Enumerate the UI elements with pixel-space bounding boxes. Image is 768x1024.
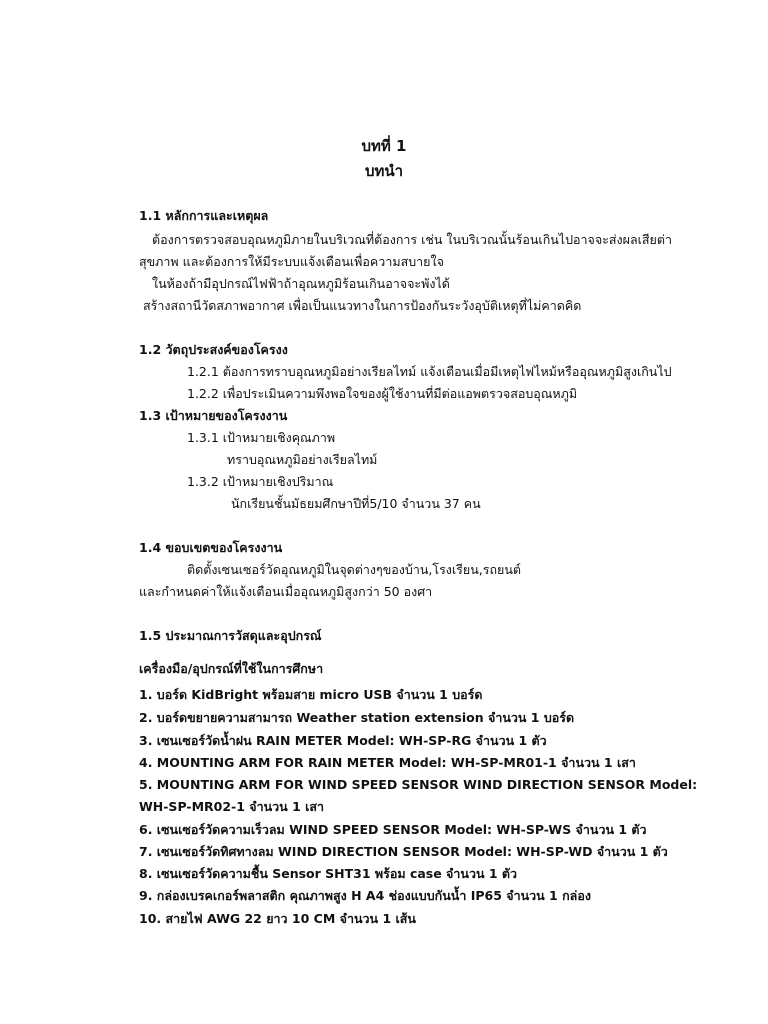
section-1-2-heading: 1.2 วัตถุประสงค์ของโครงง bbox=[139, 342, 288, 357]
equipment-item: 7. เซนเซอร์วัดทิศทางลม WIND DIRECTION SENSOR Model: WH-SP-WD จำนวน 1 ตัว bbox=[139, 844, 668, 859]
section-1-2-item: 1.2.2 เพื่อประเมินความพึงพอใจของผู้ใช้งานที่มีต่อแอพตรวจสอบอุณหภูมิ bbox=[187, 386, 578, 401]
equipment-item: 8. เซนเซอร์วัดความชื้น Sensor SHT31 พร้อม case จำนวน 1 ตัว bbox=[139, 866, 518, 881]
chapter-title: บทนำ bbox=[364, 162, 404, 180]
section-1-1-line: สร้างสถานีวัดสภาพอากาศ เพื่อเป็นแนวทางในการป้องกันระวังอุบัติเหตุที่ไม่คาดคิด bbox=[143, 298, 582, 313]
equipment-item: 2. บอร์ดขยายความสามารถ Weather station extension จำนวน 1 บอร์ด bbox=[139, 710, 575, 725]
equipment-item: 5. MOUNTING ARM FOR WIND SPEED SENSOR WIND DIRECTION SENSOR Model: bbox=[139, 777, 698, 792]
section-1-1-heading: 1.1 หลักการและเหตุผล bbox=[139, 208, 269, 223]
equipment-item: 1. บอร์ด KidBright พร้อมสาย micro USB จำนวน 1 บอร์ด bbox=[139, 687, 483, 702]
chapter-number: บทที่ 1 bbox=[361, 137, 407, 155]
section-1-3-1-title: 1.3.1 เป้าหมายเชิงคุณภาพ bbox=[187, 430, 336, 445]
section-1-4-heading: 1.4 ขอบเขตของโครงงาน bbox=[139, 540, 283, 555]
equipment-item: 9. กล่องเบรคเกอร์พลาสติก คุณภาพสูง H A4 ช่องแบบกันน้ำ IP65 จำนวน 1 กล่อง bbox=[139, 888, 591, 903]
section-1-1-line: ในห้องถ้ามีอุปกรณ์ไฟฟ้าถ้าอุณหภูมิร้อนเกินอาจจะพังได้ bbox=[152, 276, 450, 291]
section-1-3-heading: 1.3 เป้าหมายของโครงงาน bbox=[139, 408, 288, 423]
equipment-item-continued: WH-SP-MR02-1 จำนวน 1 เสา bbox=[139, 799, 325, 814]
section-1-1-line: สุขภาพ และต้องการให้มีระบบแจ้งเตือนเพื่อความสบายใจ bbox=[139, 254, 444, 269]
equipment-item: 10. สายไฟ AWG 22 ยาว 10 CM จำนวน 1 เส้น bbox=[139, 911, 416, 926]
tools-heading: เครื่องมือ/อุปกรณ์ที่ใช้ในการศึกษา bbox=[139, 661, 324, 676]
equipment-item: 6. เซนเซอร์วัดความเร็วลม WIND SPEED SENSOR Model: WH-SP-WS จำนวน 1 ตัว bbox=[139, 822, 647, 837]
section-1-3-1-text: ทราบอุณหภูมิอย่างเรียลไทม์ bbox=[227, 452, 378, 467]
equipment-item: 3. เซนเซอร์วัดน้ำฝน RAIN METER Model: WH-SP-RG จำนวน 1 ตัว bbox=[139, 733, 547, 748]
section-1-4-line: และกำหนดค่าให้แจ้งเตือนเมื่ออุณหภูมิสูงกว่า 50 องศา bbox=[139, 584, 433, 599]
section-1-3-2-title: 1.3.2 เป้าหมายเชิงปริมาณ bbox=[187, 474, 334, 489]
section-1-5-heading: 1.5 ประมาณการวัสดุและอุปกรณ์ bbox=[139, 628, 322, 643]
section-1-2-item: 1.2.1 ต้องการทราบอุณหภูมิอย่างเรียลไทม์ แจ้งเตือนเมื่อมีเหตุไฟไหม้หรืออุณหภูมิสูงเกินไป bbox=[187, 364, 672, 379]
section-1-1-line: ต้องการตรวจสอบอุณหภูมิภายในบริเวณที่ต้องการ เช่น ในบริเวณนั้นร้อนเกินไปอาจจะส่งผลเสียต่า bbox=[152, 232, 673, 247]
section-1-4-line: ติดตั้งเซนเซอร์วัดอุณหภูมิในจุดต่างๆของบ้าน,โรงเรียน,รถยนต์ bbox=[187, 562, 521, 577]
equipment-item: 4. MOUNTING ARM FOR RAIN METER Model: WH-SP-MR01-1 จำนวน 1 เสา bbox=[139, 755, 636, 770]
section-1-3-2-text: นักเรียนชั้นมัธยมศึกษาปีที่5/10 จำนวน 37 คน bbox=[231, 496, 481, 511]
